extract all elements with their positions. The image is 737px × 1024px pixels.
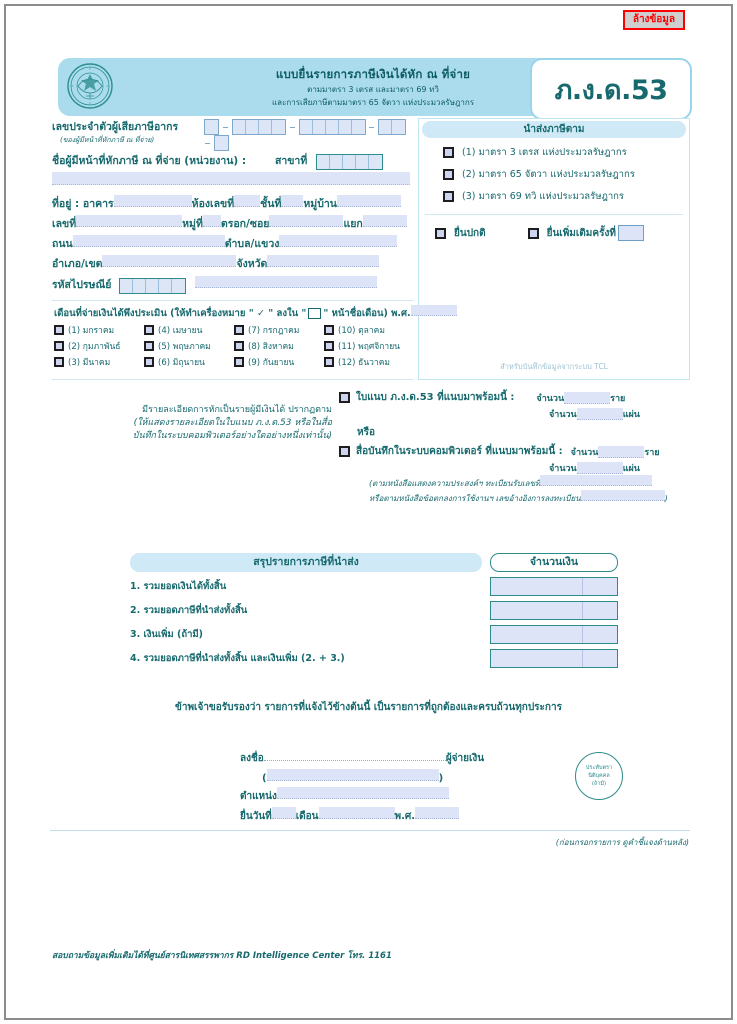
attachment-note-line-2: (ให้แสดงรายละเอียดในใบแนบ ภ.ง.ด.53 หรือในสื่อ xyxy=(133,418,332,428)
tcl-system-note: สำหรับบันทึกข้อมูลจากระบบ TCL xyxy=(500,362,608,371)
remit-option-3-label: (3) มาตรา 69 ทวิ แห่งประมวลรัษฎากร xyxy=(462,191,625,202)
taxpayer-section xyxy=(52,118,414,296)
month-heading-part-a: เดือนที่จ่ายเงินได้พึงประเมิน (ให้ทำเครื่องหมาย " ✓ " ลงใน " xyxy=(54,308,307,319)
checkbox-month-10[interactable] xyxy=(324,325,334,335)
postcode-label: รหัสไปรษณีย์ xyxy=(52,279,112,291)
taxid-input-boxes[interactable] xyxy=(204,119,414,151)
month-label-10: (10) ตุลาคม xyxy=(338,326,385,336)
media-phan-unit: แผ่น xyxy=(622,464,640,474)
paper-phan-count-input[interactable] xyxy=(577,408,623,420)
checkbox-attachment-media[interactable] xyxy=(339,446,350,457)
stamp-line-3: (ถ้ามี) xyxy=(591,781,607,787)
month-word-label: เดือน xyxy=(295,811,319,822)
month-label-4: (4) เมษายน xyxy=(158,326,203,336)
checkbox-month-3[interactable] xyxy=(54,357,64,367)
month-item-12[interactable] xyxy=(324,355,414,369)
house-no-label: เลขที่ xyxy=(52,218,77,230)
summary-row-2-amount[interactable] xyxy=(490,601,618,620)
month-item-5[interactable] xyxy=(144,339,234,353)
summary-row-1-baht-input[interactable] xyxy=(491,578,583,595)
attachment-media-label: สื่อบันทึกในระบบคอมพิวเตอร์ ที่แนบมาพร้อมนี้ : xyxy=(356,446,563,457)
road-label: ถนน xyxy=(52,238,73,250)
stamp-line-2: นิติบุคคล xyxy=(588,773,610,779)
media-phan-count-label: จำนวน xyxy=(549,464,577,474)
summary-row-4-baht-input[interactable] xyxy=(491,650,583,667)
summary-row-2-text: 2. รวมยอดภาษีที่นำส่งทั้งสิ้น xyxy=(130,605,251,616)
payer-name-row xyxy=(52,152,414,170)
address-label: ที่อยู่ : อาคาร xyxy=(52,198,114,210)
form-header xyxy=(58,58,590,116)
certification-statement: ข้าพเจ้าขอรับรองว่า รายการที่แจ้งไว้ข้างต้นนี้ เป็นรายการที่ถูกต้องและครบถ้วนทุกประการ xyxy=(175,702,562,713)
signature-name-row: ( ) xyxy=(262,769,540,784)
month-label-11: (11) พฤศจิกายน xyxy=(338,342,400,352)
summary-row-3-text: 3. เงินเพิ่ม (ถ้ามี) xyxy=(130,629,207,640)
summary-row-3-satang-input[interactable] xyxy=(583,626,617,643)
month-item-4[interactable] xyxy=(144,323,234,337)
attachment-note2-text: หรือตามหนังสือข้อตกลงการใช้งานฯ เลขอ้างอิงการลงทะเบียน xyxy=(369,494,581,503)
media-sheet-row xyxy=(549,461,689,475)
year-word-label: พ.ศ. xyxy=(394,811,416,822)
contact-footer: สอบถามข้อมูลเพิ่มเติมได้ที่ศูนย์สารนิเทศสรรพากร RD Intelligence Center โทร. 1161 xyxy=(52,951,392,961)
summary-row-1-satang-input[interactable] xyxy=(583,578,617,595)
month-label-3: (3) มีนาคม xyxy=(68,358,111,368)
taxid-group-4[interactable] xyxy=(378,119,406,135)
summary-title: สรุปรายการภาษีที่นำส่ง xyxy=(130,553,482,572)
panel-divider xyxy=(425,214,683,215)
checkbox-month-7[interactable] xyxy=(234,325,244,335)
attachment-note-line-1: มีรายละเอียดการหักเป็นรายผู้มีเงินได้ ปรากฏตาม xyxy=(142,405,332,415)
moo-label: หมู่ที่ xyxy=(182,218,203,230)
month-item-10[interactable] xyxy=(324,323,414,337)
room-input[interactable] xyxy=(234,195,260,207)
remittance-panel xyxy=(418,118,690,380)
postcode-extra-input[interactable] xyxy=(195,276,377,288)
branch-label: สาขาที่ xyxy=(274,155,308,167)
soi-input[interactable] xyxy=(269,215,343,227)
taxid-row xyxy=(52,118,414,144)
checkbox-filing-normal[interactable] xyxy=(435,228,446,239)
position-row xyxy=(240,787,540,804)
registration-reference-input[interactable] xyxy=(581,490,665,501)
clear-data-button[interactable]: ล้างข้อมูล xyxy=(623,10,685,30)
checkbox-month-8[interactable] xyxy=(234,341,244,351)
paper-rai-count-input[interactable] xyxy=(564,392,610,404)
form-subtitle-2: และการเสียภาษีตามมาตรา 65 จัตวา แห่งประมวลรัษฎากร xyxy=(272,98,474,107)
table-row xyxy=(130,577,620,596)
checkbox-attachment-paper[interactable] xyxy=(339,392,350,403)
month-label-9: (9) กันยายน xyxy=(248,358,295,368)
filed-date-row xyxy=(240,807,540,824)
paper-rai-unit: ราย xyxy=(610,393,626,404)
month-heading-part-b: " หน้าชื่อเดือน) พ.ศ. xyxy=(323,308,411,319)
attachment-footnote-2: หรือตามหนังสือข้อตกลงการใช้งานฯ เลขอ้างอิงการลงทะเบียน ) xyxy=(369,490,689,505)
filed-year-input[interactable] xyxy=(415,807,459,819)
signature-block xyxy=(240,748,540,827)
form-subtitle-1: ตามมาตรา 3 เตรส และมาตรา 69 ทวิ xyxy=(307,85,439,94)
filing-additional-count-input[interactable] xyxy=(618,225,644,241)
postcode-input-boxes[interactable] xyxy=(119,278,186,294)
taxid-group-1[interactable] xyxy=(204,119,219,135)
summary-amount-header: จำนวนเงิน xyxy=(490,553,618,572)
attachment-footnote-1 xyxy=(369,475,689,490)
building-input[interactable] xyxy=(114,195,192,207)
media-rai-count-input[interactable] xyxy=(598,446,644,458)
remittance-title: นำส่งภาษีตาม xyxy=(422,121,686,138)
media-rai-count-label: จำนวน xyxy=(570,447,599,458)
summary-row-2-baht-input[interactable] xyxy=(491,602,583,619)
address-row-4 xyxy=(52,255,414,272)
summary-row-4-label xyxy=(130,651,482,666)
remit-option-2-label: (2) มาตรา 65 จัตวา แห่งประมวลรัษฎากร xyxy=(462,169,635,180)
paper-phan-unit: แผ่น xyxy=(622,410,640,420)
soi-label: ตรอก/ซอย xyxy=(220,218,270,230)
before-filling-note: (ก่อนกรอกรายการ ดูคำชี้แจงด้านหลัง) xyxy=(555,838,689,847)
table-row xyxy=(130,601,620,620)
month-year-input[interactable] xyxy=(411,305,457,316)
month-item-6[interactable] xyxy=(144,355,234,369)
month-label-2: (2) กุมภาพันธ์ xyxy=(68,342,121,352)
paper-phan-count-label: จำนวน xyxy=(549,410,577,420)
month-item-8[interactable] xyxy=(234,339,324,353)
yaek-label: แยก xyxy=(343,218,363,230)
registration-number-input[interactable] xyxy=(540,475,652,486)
checkbox-month-2[interactable] xyxy=(54,341,64,351)
month-label-12: (12) ธันวาคม xyxy=(338,358,390,368)
checkbox-month-4[interactable] xyxy=(144,325,154,335)
position-label: ตำแหน่ง xyxy=(240,791,277,802)
month-section xyxy=(52,300,414,380)
moo-input[interactable] xyxy=(203,215,221,227)
attachment-option-media[interactable] xyxy=(339,444,689,459)
attachment-or-label: หรือ xyxy=(357,427,375,438)
month-heading-checkbox-glyph xyxy=(308,308,321,319)
remit-option-1-label: (1) มาตรา 3 เตรส แห่งประมวลรัษฎากร xyxy=(462,147,627,158)
village-input[interactable] xyxy=(337,195,401,207)
seal-revenue-department-icon xyxy=(66,62,114,110)
month-item-9[interactable] xyxy=(234,355,324,369)
month-item-3[interactable] xyxy=(54,355,144,369)
summary-row-3-label xyxy=(130,627,482,642)
taxid-group-5[interactable] xyxy=(214,135,229,151)
address-row-3 xyxy=(52,235,414,252)
month-label-5: (5) พฤษภาคม xyxy=(158,342,211,352)
table-row xyxy=(130,649,620,668)
month-grid xyxy=(54,323,414,369)
summary-row-1-amount[interactable] xyxy=(490,577,618,596)
summary-row-3-baht-input[interactable] xyxy=(491,626,583,643)
payer-name-input[interactable] xyxy=(52,172,410,185)
checkbox-month-6[interactable] xyxy=(144,357,154,367)
checkbox-month-5[interactable] xyxy=(144,341,154,351)
filed-day-input[interactable] xyxy=(272,807,296,819)
tambon-label: ตำบล/แขวง xyxy=(224,238,280,250)
remit-option-2[interactable] xyxy=(443,167,689,182)
village-label: หมู่บ้าน xyxy=(303,198,337,210)
amphoe-input[interactable] xyxy=(102,255,236,267)
media-phan-count-input[interactable] xyxy=(577,462,623,474)
summary-row-1-label xyxy=(130,579,482,594)
room-label: ห้องเลขที่ xyxy=(191,198,235,210)
attachment-options xyxy=(339,390,689,505)
month-label-1: (1) มกราคม xyxy=(68,326,115,336)
sign-label: ลงชื่อ xyxy=(240,753,264,764)
payer-name-label: ชื่อผู้มีหน้าที่หักภาษี ณ ที่จ่าย (หน่วยงาน) : xyxy=(52,155,247,167)
summary-header-row xyxy=(130,553,620,572)
month-heading xyxy=(52,301,414,323)
month-item-1[interactable] xyxy=(54,323,144,337)
attachment-note1-text: (ตามหนังสือแสดงความประสงค์ฯ ทะเบียนรับเลขที่ xyxy=(369,479,541,488)
filing-additional-label: ยื่นเพิ่มเติมครั้งที่ xyxy=(546,227,616,239)
address-row-2 xyxy=(52,215,414,232)
corporate-seal-placeholder xyxy=(575,752,623,800)
form-title: แบบยื่นรายการภาษีเงินได้หัก ณ ที่จ่าย xyxy=(275,67,471,81)
signature-row xyxy=(240,748,540,766)
address-row-1 xyxy=(52,195,414,212)
attachment-note-left xyxy=(52,404,332,443)
summary-row-4-satang-input[interactable] xyxy=(583,650,617,667)
address-row-5 xyxy=(52,276,414,294)
taxid-sublabel: (ของผู้มีหน้าที่หักภาษี ณ ที่จ่าย) xyxy=(60,136,155,144)
month-item-7[interactable] xyxy=(234,323,324,337)
attachment-section xyxy=(52,390,692,535)
summary-row-4-amount[interactable] xyxy=(490,649,618,668)
road-input[interactable] xyxy=(73,235,225,247)
month-item-2[interactable] xyxy=(54,339,144,353)
media-rai-unit: ราย xyxy=(644,447,660,458)
month-item-11[interactable] xyxy=(324,339,414,353)
summary-table xyxy=(130,553,620,668)
remit-option-1[interactable] xyxy=(443,145,689,160)
amphoe-label: อำเภอ/เขต xyxy=(52,258,103,270)
taxid-label: เลขประจำตัวผู้เสียภาษีอากร xyxy=(52,121,179,133)
taxid-group-2[interactable] xyxy=(232,119,286,135)
yaek-input[interactable] xyxy=(363,215,407,227)
payer-role-label: ผู้จ่ายเงิน xyxy=(445,753,485,764)
house-no-input[interactable] xyxy=(76,215,182,227)
bottom-divider xyxy=(50,830,690,831)
summary-row-2-satang-input[interactable] xyxy=(583,602,617,619)
floor-label: ชั้นที่ xyxy=(260,198,282,210)
branch-input-boxes[interactable] xyxy=(316,154,383,170)
signature-name-input[interactable] xyxy=(267,769,439,781)
summary-row-3-amount[interactable] xyxy=(490,625,618,644)
filed-date-label: ยื่นวันที่ xyxy=(240,811,272,822)
filed-month-input[interactable] xyxy=(319,807,395,819)
stamp-line-1: ประทับตรา xyxy=(585,765,613,771)
checkbox-remit-2[interactable] xyxy=(443,169,454,180)
checkbox-month-12[interactable] xyxy=(324,357,334,367)
month-label-7: (7) กรกฎาคม xyxy=(248,326,300,336)
checkbox-month-9[interactable] xyxy=(234,357,244,367)
checkbox-month-11[interactable] xyxy=(324,341,334,351)
checkbox-month-1[interactable] xyxy=(54,325,64,335)
checkbox-remit-3[interactable] xyxy=(443,191,454,202)
month-label-6: (6) มิถุนายน xyxy=(158,358,205,368)
floor-input[interactable] xyxy=(281,195,303,207)
paper-rai-count-label: จำนวน xyxy=(536,393,565,404)
position-input[interactable] xyxy=(277,787,449,799)
summary-row-2-label xyxy=(130,603,482,618)
form-code-badge: ภ.ง.ด.53 xyxy=(530,58,692,120)
remit-option-3[interactable] xyxy=(443,189,689,204)
summary-row-1-text: 1. รวมยอดเงินได้ทั้งสิ้น xyxy=(130,581,230,592)
attachment-paper-label: ใบแนบ ภ.ง.ด.53 ที่แนบมาพร้อมนี้ : xyxy=(356,392,515,403)
checkbox-remit-1[interactable] xyxy=(443,147,454,158)
filing-normal-label: ยื่นปกติ xyxy=(454,227,486,239)
tambon-input[interactable] xyxy=(279,235,397,247)
signature-input[interactable] xyxy=(264,748,446,761)
taxid-group-3[interactable] xyxy=(299,119,366,135)
attachment-option-paper[interactable] xyxy=(339,390,689,405)
province-label: จังหวัด xyxy=(236,258,268,270)
checkbox-filing-additional[interactable] xyxy=(528,228,539,239)
province-input[interactable] xyxy=(267,255,379,267)
table-row xyxy=(130,625,620,644)
paper-sheet-row xyxy=(549,407,689,421)
attachment-note-line-3: บันทึกในระบบคอมพิวเตอร์อย่างใดอย่างหนึ่งเท่านั้น) xyxy=(132,431,332,441)
summary-row-4-text: 4. รวมยอดภาษีที่นำส่งทั้งสิ้น และเงินเพิ่ม (2. + 3.) xyxy=(130,653,349,664)
month-label-8: (8) สิงหาคม xyxy=(248,342,294,352)
